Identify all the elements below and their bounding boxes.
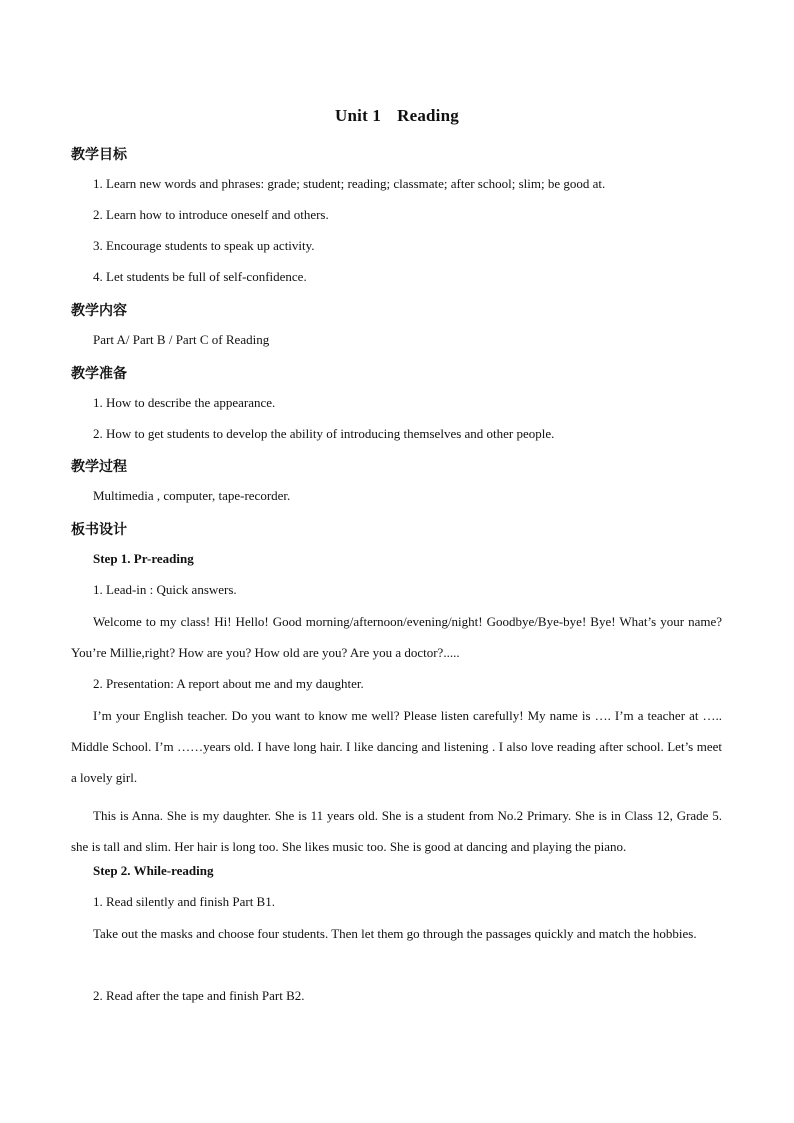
read-silently-paragraph: Take out the masks and choose four students. Then let them go through the passages quickly and match the hobbies.	[93, 926, 697, 941]
preparation-item-1: 1. How to describe the appearance.	[93, 395, 276, 410]
board-design-heading: 板书设计	[71, 522, 127, 538]
preparation-item-2: 2. How to get students to develop the ability of introducing themselves and other people.	[93, 426, 555, 441]
content-heading: 教学内容	[71, 303, 127, 319]
presentation-paragraph-1: I’m your English teacher. Do you want to know me well? Please listen carefully! My name is …. I’m a teacher at ….. Middle School. I’m ……years old. I have long hair. I like dancing and listening . I also love reading after school. Let’s meet a lovely girl.	[71, 708, 722, 785]
read-after-tape-line: 2. Read after the tape and finish Part B2.	[93, 988, 305, 1003]
lead-in-line: 1. Lead-in : Quick answers.	[93, 582, 237, 597]
objective-item-4: 4. Let students be full of self-confidence.	[93, 269, 307, 284]
process-text: Multimedia , computer, tape-recorder.	[93, 488, 291, 503]
step1-title: Step 1. Pr-reading	[93, 551, 194, 566]
page-title	[0, 106, 794, 126]
presentation-line: 2. Presentation: A report about me and my daughter.	[93, 676, 364, 691]
objectives-heading: 教学目标	[71, 147, 127, 163]
lead-in-paragraph: Welcome to my class! Hi! Hello! Good morning/afternoon/evening/night! Goodbye/Bye-bye! Bye! What’s your name? You’re Millie,right? How are you? How old are you? Are you a doctor?.....	[71, 614, 722, 660]
objective-item-3: 3. Encourage students to speak up activity.	[93, 238, 315, 253]
title-unit: Unit 1	[335, 106, 382, 125]
process-heading: 教学过程	[71, 459, 127, 475]
preparation-heading: 教学准备	[71, 366, 127, 382]
step2-title: Step 2. While-reading	[93, 863, 214, 878]
objective-item-1: 1. Learn new words and phrases: grade; student; reading; classmate; after school; slim; be good at.	[93, 176, 606, 191]
presentation-paragraph-2: This is Anna. She is my daughter. She is 11 years old. She is a student from No.2 Primary. She is in Class 12, Grade 5. she is tall and slim. Her hair is long too. She likes music too. She is good at dancing and playing the piano.	[71, 808, 722, 854]
content-text: Part A/ Part B / Part C of Reading	[93, 332, 270, 347]
objective-item-2: 2. Learn how to introduce oneself and others.	[93, 207, 329, 222]
title-topic: Reading	[397, 106, 459, 125]
read-silently-line: 1. Read silently and finish Part B1.	[93, 894, 275, 909]
